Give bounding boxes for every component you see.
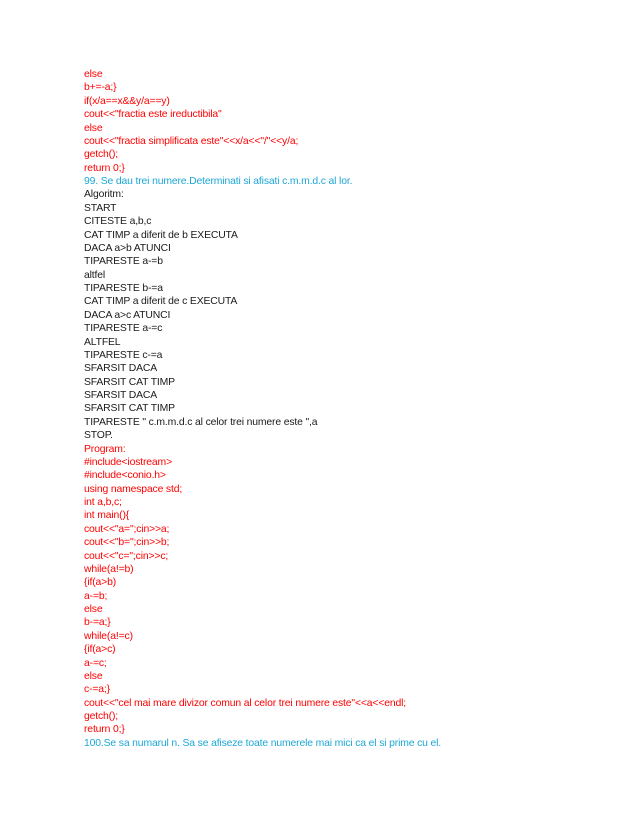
code-line: #include<iostream> xyxy=(84,456,172,468)
code-line: {if(a>b) xyxy=(84,577,117,589)
code-line: else xyxy=(84,69,103,80)
code-line: cout<<"fractia este ireductibila" xyxy=(84,109,222,121)
algorithm-line: DACA a>b ATUNCI xyxy=(84,242,171,254)
code-line: b+=-a;} xyxy=(84,82,117,94)
algorithm-line: TIPARESTE a-=b xyxy=(84,256,163,268)
code-line: if(x/a==x&&y/a==y) xyxy=(84,95,170,107)
code-line: {if(a>c) xyxy=(84,644,116,656)
algorithm-line: TIPARESTE c-=a xyxy=(84,349,163,361)
code-line: b-=a;} xyxy=(84,617,111,629)
document-text-block xyxy=(84,68,604,750)
code-line: getch(); xyxy=(84,711,119,722)
code-line: using namespace std; xyxy=(84,483,183,495)
algorithm-line: SFARSIT DACA xyxy=(84,363,158,375)
problem-heading-line: 100.Se sa numarul n. Sa se afiseze toate numerele mai mici ca el si prime cu el. xyxy=(84,737,442,749)
algorithm-line: ALTFEL xyxy=(84,336,121,348)
algorithm-line: DACA a>c ATUNCI xyxy=(84,309,171,321)
code-line: else xyxy=(84,604,103,615)
code-line: cout<<"a=";cin>>a; xyxy=(84,523,170,535)
algorithm-line: TIPARESTE " c.m.m.d.c al celor trei numere este ",a xyxy=(84,416,318,428)
algorithm-line: SFARSIT CAT TIMP xyxy=(84,403,175,415)
code-line: cout<<"fractia simplificata este"<<x/a<<"/"<<y/a; xyxy=(84,135,299,147)
code-line: #include<conio.h> xyxy=(84,470,166,482)
algorithm-line: CAT TIMP a diferit de c EXECUTA xyxy=(84,296,238,308)
algorithm-line: TIPARESTE b-=a xyxy=(84,283,163,294)
problem-heading-line: 99. Se dau trei numere.Determinati si afisati c.m.m.d.c al lor. xyxy=(84,176,353,187)
code-line: cout<<"cel mai mare divizor comun al celor trei numere este"<<a<<endl; xyxy=(84,697,407,709)
code-line: while(a!=b) xyxy=(84,563,134,575)
code-line: return 0;} xyxy=(84,162,125,174)
code-line: a-=b; xyxy=(84,590,108,602)
code-line: getch(); xyxy=(84,149,119,161)
code-line: cout<<"c=";cin>>c; xyxy=(84,550,169,562)
code-line: return 0;} xyxy=(84,724,125,736)
algorithm-line: TIPARESTE a-=c xyxy=(84,323,163,335)
algorithm-line: SFARSIT CAT TIMP xyxy=(84,376,175,388)
algorithm-line: STOP. xyxy=(84,430,113,442)
code-line: c-=a;} xyxy=(84,684,110,696)
algorithm-line: START xyxy=(84,202,117,214)
code-line: else xyxy=(84,122,103,134)
code-line: while(a!=c) xyxy=(84,630,133,642)
algorithm-line: CITESTE a,b,c xyxy=(84,216,152,228)
algorithm-line: SFARSIT DACA xyxy=(84,390,158,401)
code-line: a-=c; xyxy=(84,657,107,669)
algorithm-line: altfel xyxy=(84,269,106,281)
code-line: cout<<"b=";cin>>b; xyxy=(84,537,170,549)
code-line: int a,b,c; xyxy=(84,497,122,508)
code-line: int main(){ xyxy=(84,510,130,522)
code-line: else xyxy=(84,670,103,682)
algorithm-line: CAT TIMP a diferit de b EXECUTA xyxy=(84,229,238,241)
algorithm-line: Algoritm: xyxy=(84,189,124,201)
code-line: Program: xyxy=(84,443,126,455)
